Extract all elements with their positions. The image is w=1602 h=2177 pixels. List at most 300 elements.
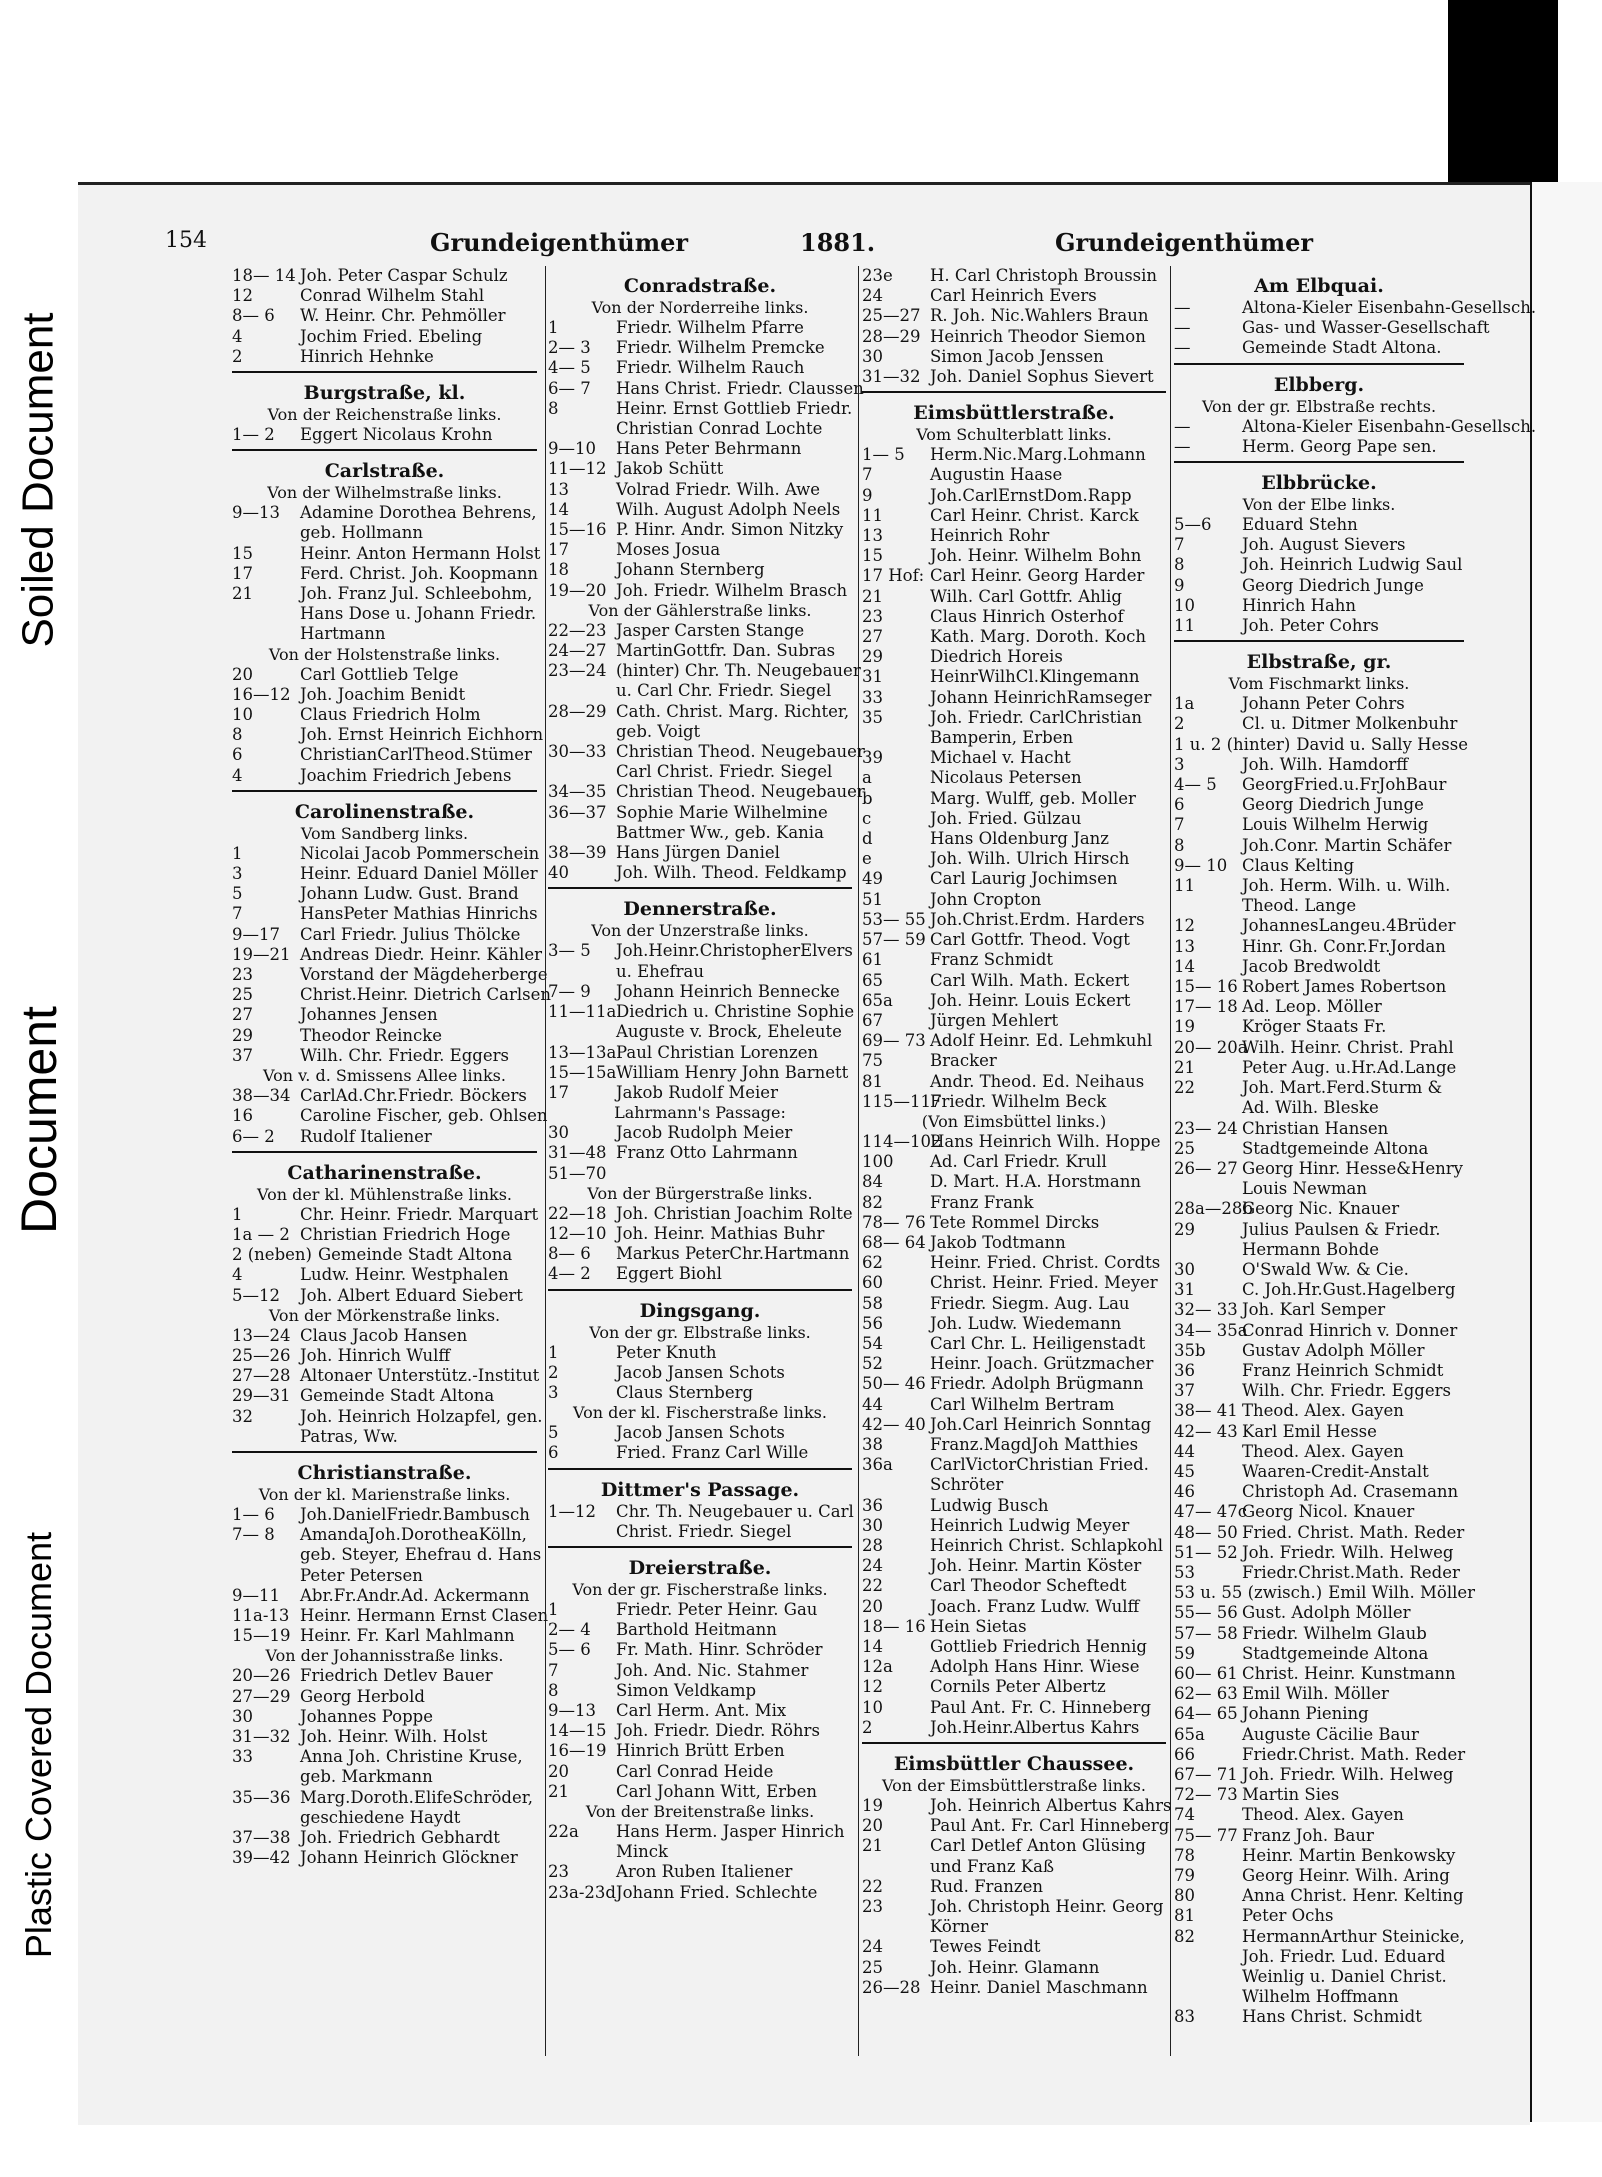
owner-name: ChristianCarlTheod.Stümer	[300, 745, 532, 765]
owner-name: Johann Peter Cohrs	[1242, 694, 1405, 714]
owner-name: Carl Heinrich Evers	[930, 286, 1097, 306]
house-number: 58	[862, 1293, 883, 1313]
owner-entry	[1174, 1543, 1464, 1563]
owner-entry	[1174, 1139, 1464, 1159]
house-number: 69— 73	[862, 1031, 926, 1051]
house-number: 21	[1174, 1057, 1195, 1077]
owner-entry	[1174, 1967, 1464, 1987]
house-number	[1174, 1240, 1242, 1260]
owner-entry	[862, 1415, 1166, 1435]
house-number: 23—24	[548, 661, 607, 681]
house-number: 34—35	[548, 782, 607, 802]
owner-entry	[232, 1225, 537, 1245]
owner-entry	[548, 1244, 852, 1264]
house-number: 4	[232, 765, 243, 785]
house-number: 8— 6	[548, 1244, 591, 1264]
street-heading: Carlstraße.	[324, 460, 445, 483]
house-number: 7— 8	[232, 1525, 275, 1545]
owner-name: Friedr. Wilhelm Pfarre	[616, 318, 804, 337]
house-number: 37—38	[232, 1827, 291, 1847]
owner-name: Altona-Kieler Eisenbahn-Gesellsch.	[1242, 298, 1537, 317]
owner-name: Louis Wilhelm Herwig	[1242, 815, 1429, 835]
house-number: 23	[232, 965, 253, 985]
house-number: 9—11	[232, 1585, 280, 1605]
owner-name: Heinrich Theodor Siemon	[930, 326, 1146, 346]
house-number: 31—48	[548, 1143, 607, 1163]
owner-name: Franz Otto Lahrmann	[616, 1143, 798, 1163]
owner-name: Hans Oldenburg Janz	[930, 829, 1109, 849]
house-number: 44	[1174, 1441, 1195, 1461]
house-number	[232, 1427, 300, 1447]
owner-entry	[548, 358, 852, 378]
owner-name: Herm.Nic.Marg.Lohmann	[930, 445, 1146, 465]
owner-entry	[1174, 1684, 1464, 1704]
house-number: 24	[862, 1556, 883, 1576]
street-heading: Conradstraße.	[623, 275, 777, 297]
owner-entry	[1174, 1886, 1464, 1906]
owner-name: Carl Detlef Anton Glüsing	[930, 1836, 1146, 1856]
house-number: 28	[862, 1535, 883, 1555]
house-number	[548, 722, 616, 742]
owner-name: Carl Conrad Heide	[616, 1761, 774, 1781]
owner-name: Karl Emil Hesse	[1242, 1421, 1377, 1441]
owner-name: Michael v. Hacht	[930, 748, 1071, 768]
house-number: 30	[862, 1515, 883, 1535]
house-number: 27	[862, 627, 883, 647]
owner-entry	[548, 1043, 852, 1063]
house-number: 19	[862, 1796, 883, 1816]
owner-entry	[548, 1681, 852, 1701]
owner-name: Peter Aug. u.Hr.Ad.Lange	[1242, 1057, 1457, 1077]
house-number: 7— 9	[548, 981, 591, 1001]
owner-name: Joh. Heinr. Louis Eckert	[930, 990, 1131, 1010]
owner-name: Eduard Stehn	[1242, 515, 1358, 535]
owner-entry	[1174, 1179, 1464, 1199]
owner-name: Joh. Christoph Heinr. Georg	[930, 1897, 1164, 1917]
column-4	[1174, 266, 1537, 2028]
direction-note: Vom Sandberg links.	[300, 823, 469, 843]
owner-name: Christian Theod. Neugebauer	[616, 742, 865, 762]
owner-entry	[548, 843, 852, 863]
owner-name: Patras, Ww.	[300, 1426, 398, 1446]
owner-entry	[1174, 795, 1464, 815]
house-number: 16—12	[232, 684, 291, 704]
owner-name: Simon Veldkamp	[616, 1680, 757, 1700]
header-left-title: Grundeigenthümer	[430, 228, 688, 257]
owner-entry	[862, 1294, 1166, 1314]
house-number: 20	[862, 1596, 883, 1616]
owner-entry	[232, 1666, 537, 1686]
owner-entry	[1174, 957, 1464, 977]
section-rule	[548, 1289, 852, 1291]
owner-entry	[1174, 1765, 1464, 1785]
house-number: 14	[548, 499, 569, 519]
house-number: 4	[232, 326, 243, 346]
owner-name: Hans Herm. Jasper Hinrich	[616, 1821, 845, 1841]
house-number	[232, 624, 300, 644]
owner-name: AmandaJoh.DorotheaKölln,	[300, 1525, 527, 1545]
column-divider	[1170, 266, 1171, 2056]
owner-name: Georg Nicol. Knauer	[1242, 1502, 1415, 1522]
street-heading: Dingsgang.	[639, 1299, 761, 1322]
house-number	[548, 1022, 616, 1042]
owner-name: Cl. u. Ditmer Molkenbuhr	[1242, 714, 1458, 734]
owner-entry	[548, 439, 852, 459]
house-number: 74	[1174, 1805, 1195, 1825]
owner-entry	[548, 1620, 852, 1640]
owner-entry	[548, 1701, 852, 1721]
owner-name: Adamine Dorothea Behrens,	[300, 503, 537, 523]
house-number: 21	[862, 1836, 883, 1856]
direction-note: Von der gr. Fischerstraße links.	[572, 1579, 828, 1599]
scan-edge-band	[1448, 0, 1558, 190]
owner-name: Joh.Christ.Erdm. Harders	[930, 909, 1145, 929]
owner-entry	[232, 1046, 537, 1066]
street-heading: Eimsbüttler Chaussee.	[893, 1753, 1135, 1776]
house-number: 47— 47c	[1174, 1502, 1247, 1522]
owner-entry	[1174, 1482, 1464, 1502]
owner-name: Theod. Lange	[1242, 896, 1357, 916]
owner-entry	[548, 962, 852, 982]
owner-name: Jakob Todtmann	[930, 1232, 1066, 1252]
column-1	[232, 266, 552, 1868]
owner-name: Auguste v. Brock, Eheleute	[616, 1022, 842, 1042]
owner-entry	[1174, 1017, 1464, 1037]
house-number	[548, 962, 616, 982]
owner-entry	[1174, 1906, 1464, 1926]
house-number: 20	[862, 1816, 883, 1836]
house-number: —	[1174, 318, 1191, 338]
owner-name: Joh. Wilh. Theod. Feldkamp	[616, 863, 847, 883]
owner-name: Hinrich Hahn	[1242, 595, 1357, 615]
owner-name: Joh. Heinr. Wilh. Holst	[300, 1726, 488, 1746]
owner-name: Kröger Staats Fr.	[1242, 1017, 1387, 1037]
owner-name: Anna Joh. Christine Kruse,	[300, 1747, 523, 1767]
owner-name: Cath. Christ. Marg. Richter,	[616, 701, 850, 721]
house-number: 8— 6	[232, 306, 275, 326]
house-number: 2	[548, 1362, 559, 1382]
house-number: 82	[862, 1192, 883, 1212]
owner-name: Christ. Heinr. Fried. Meyer	[930, 1273, 1158, 1293]
house-number: 2 (neben)	[232, 1245, 312, 1265]
owner-name: Joh. Friedr. Wilhelm Brasch	[616, 580, 848, 600]
owner-name: Sophie Marie Wilhelmine	[616, 802, 828, 822]
owner-entry	[862, 607, 1166, 627]
house-number	[1174, 1947, 1242, 1967]
owner-entry	[548, 378, 864, 399]
house-number: 8	[1174, 555, 1185, 575]
owner-entry	[232, 1767, 537, 1787]
owner-name: Joh. Christian Joachim Rolte	[616, 1203, 853, 1223]
house-number: 27	[232, 1005, 253, 1025]
house-number: 19—21	[232, 944, 291, 964]
owner-entry	[548, 681, 852, 701]
owner-entry	[548, 863, 852, 883]
owner-entry	[1174, 1583, 1476, 1603]
owner-entry	[862, 627, 1166, 647]
owner-name	[616, 1164, 852, 1184]
owner-name: Peter Knuth	[616, 1342, 717, 1362]
owner-entry	[548, 1343, 852, 1363]
house-number: —	[1174, 298, 1191, 317]
house-number: 8	[548, 1680, 559, 1700]
house-number: 81	[862, 1071, 883, 1091]
owner-name: C. Joh.Hr.Gust.Hagelberg	[1242, 1280, 1456, 1300]
owner-entry	[232, 1245, 537, 1265]
house-number: 114—102	[862, 1131, 942, 1151]
owner-entry	[1174, 876, 1464, 896]
owner-name: Schröter	[930, 1475, 1004, 1495]
owner-name: Christ.Heinr. Dietrich Carlsen	[300, 985, 552, 1005]
owner-entry	[1174, 2007, 1464, 2027]
owner-name: Hans Peter Behrmann	[616, 439, 802, 459]
owner-name: Heinr. Ernst Gottlieb Friedr.	[616, 398, 853, 418]
owner-entry	[1174, 515, 1464, 535]
house-number: 1	[548, 1342, 559, 1362]
owner-name: Christian Theod. Neugebauer	[616, 782, 865, 802]
owner-entry	[232, 327, 537, 347]
owner-entry	[1174, 1563, 1464, 1583]
owner-entry	[1174, 437, 1464, 457]
house-number: 29	[232, 1025, 253, 1045]
house-number: 5	[232, 884, 243, 904]
owner-name: Heinrich Rohr	[930, 526, 1050, 546]
house-number: 34— 35a	[1174, 1320, 1248, 1340]
owner-name: Joh. Friedr. CarlChristian	[930, 707, 1143, 727]
house-number: 57— 58	[1174, 1623, 1238, 1643]
owner-entry	[1174, 1220, 1464, 1240]
direction-note: Von der gr. Elbstraße links.	[589, 1322, 811, 1342]
owner-name: Kath. Marg. Doroth. Koch	[930, 627, 1146, 647]
owner-entry	[1174, 298, 1537, 318]
owner-entry	[1174, 1401, 1464, 1421]
house-number: 62— 63	[1174, 1684, 1238, 1704]
house-number: 36a	[862, 1455, 893, 1475]
owner-name: Joh. Daniel Sophus Sievert	[930, 367, 1154, 387]
house-number: 18— 16	[862, 1616, 926, 1636]
owner-name: Hinr. Gh. Conr.Fr.Jordan	[1242, 936, 1446, 956]
house-number: 15—16	[548, 520, 607, 540]
owner-name: Joh. Heinr. Wilhelm Bohn	[930, 546, 1142, 566]
owner-entry	[862, 526, 1166, 546]
owner-entry	[862, 1354, 1166, 1374]
house-number: 10	[1174, 595, 1195, 615]
owner-name: Simon Jacob Jenssen	[930, 346, 1104, 366]
direction-note: Lahrmann's Passage:	[614, 1103, 786, 1123]
owner-name: Joh.Heinr.Albertus Kahrs	[930, 1717, 1140, 1737]
house-number: 53 u. 55 (zwisch.)	[1174, 1583, 1323, 1603]
owner-name: Joh.CarlErnstDom.Rapp	[930, 485, 1132, 505]
document-label: Document	[11, 1006, 68, 1234]
direction-note: Von der Norderreihe links.	[591, 298, 809, 317]
owner-entry	[862, 1978, 1166, 1998]
street-heading: Am Elbquai.	[1254, 275, 1384, 297]
owner-entry	[862, 1092, 1166, 1112]
house-number: 8	[1174, 835, 1185, 855]
owner-name: Weinlig u. Daniel Christ.	[1242, 1967, 1447, 1987]
owner-entry	[232, 1848, 537, 1868]
owner-name: geschiedene Haydt	[300, 1807, 461, 1827]
owner-name: Gottlieb Friedrich Hennig	[930, 1637, 1147, 1656]
house-number: 46	[1174, 1482, 1195, 1502]
house-number: 28a—28b	[1174, 1199, 1253, 1219]
house-number: 21	[232, 584, 253, 604]
house-number: 17	[548, 540, 569, 560]
owner-name: Johann Fried. Schlechte	[616, 1882, 818, 1902]
house-number: 84	[862, 1172, 883, 1192]
house-number: 35b	[1174, 1340, 1206, 1360]
owner-name: Heinr. Hermann Ernst Clasen	[300, 1605, 549, 1625]
house-number: 20	[548, 1761, 569, 1781]
house-number: 12	[1174, 916, 1195, 936]
house-number: 5— 6	[548, 1640, 591, 1660]
owner-entry	[862, 809, 1166, 829]
direction-note: Vom Schulterblatt links.	[916, 425, 1112, 445]
house-number: 31	[1174, 1280, 1195, 1300]
house-number	[232, 604, 300, 624]
house-number: 7	[548, 1660, 559, 1680]
owner-entry	[862, 910, 1166, 930]
house-number	[548, 823, 616, 843]
owner-name: Waaren-Credit-Anstalt	[1242, 1461, 1429, 1481]
section-rule	[862, 1742, 1166, 1744]
house-number: 7	[1174, 815, 1185, 835]
house-number: 1a — 2	[232, 1224, 290, 1244]
owner-name: Friedr. Wilhelm Rauch	[616, 358, 805, 378]
owner-name: Georg Diedrich Junge	[1242, 575, 1424, 595]
owner-entry	[232, 543, 541, 564]
owner-entry	[232, 1386, 537, 1406]
house-number	[862, 728, 930, 748]
owner-name: Georg Nic. Knauer	[1242, 1199, 1400, 1219]
owner-entry	[1174, 1603, 1464, 1623]
house-number: 19	[1174, 1017, 1195, 1037]
owner-entry	[862, 1917, 1166, 1937]
owner-name: Theod. Alex. Gayen	[1242, 1401, 1404, 1421]
owner-name: Jacob Rudolph Meier	[616, 1123, 793, 1143]
owner-entry	[1174, 714, 1464, 734]
house-number: 12a	[862, 1657, 893, 1677]
owner-name: HeinrWilhCl.Klingemann	[930, 667, 1140, 687]
owner-entry	[548, 1443, 852, 1463]
owner-entry	[232, 685, 537, 705]
house-number: 15—15a	[548, 1062, 617, 1082]
owner-name: H. Carl Christoph Broussin	[930, 266, 1158, 285]
house-number: 32	[232, 1406, 253, 1426]
owner-entry	[1174, 694, 1464, 714]
house-number: 36	[862, 1495, 883, 1515]
direction-note: Von der kl. Marienstraße links.	[258, 1484, 511, 1504]
owner-name: Joh. Wilh. Hamdorff	[1242, 754, 1408, 774]
owner-name: Franz.MagdJoh Matthies	[930, 1434, 1139, 1454]
column-3	[862, 266, 1172, 1998]
house-number: 4— 5	[548, 358, 591, 378]
house-number: 40	[548, 863, 569, 883]
owner-entry	[232, 1566, 537, 1586]
owner-entry	[232, 1265, 537, 1285]
owner-name: David u. Sally Hesse	[1296, 734, 1468, 754]
owner-entry	[232, 1026, 537, 1046]
owner-entry	[1174, 1422, 1464, 1442]
house-number	[1174, 896, 1242, 916]
house-number: 11—11a	[548, 1002, 617, 1022]
house-number: 9—10	[548, 439, 596, 459]
owner-name: Nicolaus Petersen	[930, 768, 1082, 788]
owner-entry	[548, 803, 852, 823]
owner-entry	[1174, 1846, 1464, 1866]
house-number: 81	[1174, 1906, 1195, 1926]
owner-name: Hinrich Brütt Erben	[616, 1741, 785, 1761]
owner-entry	[232, 904, 537, 924]
header-right-title: Grundeigenthümer	[1055, 228, 1313, 257]
owner-entry	[1174, 1381, 1464, 1401]
owner-entry	[862, 266, 1166, 286]
owner-name: Joh. Hinrich Wulff	[300, 1345, 451, 1365]
house-number: 39—42	[232, 1848, 291, 1868]
owner-name: Friedr. Wilhelm Beck	[930, 1091, 1107, 1111]
house-number: 22—23	[548, 620, 607, 640]
owner-entry	[862, 1193, 1166, 1213]
owner-entry	[862, 829, 1166, 849]
owner-entry	[232, 1286, 537, 1306]
direction-note: Von der kl. Fischerstraße links.	[573, 1403, 827, 1423]
house-number: 10	[232, 705, 253, 725]
house-number: 11	[1174, 616, 1195, 636]
owner-name: (hinter) Chr. Th. Neugebauer	[616, 661, 861, 681]
owner-entry	[1174, 616, 1464, 636]
owner-entry	[1174, 1038, 1464, 1058]
owner-entry	[1174, 1947, 1464, 1967]
owner-name: Carl Johann Witt, Erben	[616, 1781, 817, 1801]
owner-name: Joh. Friedr. Wilh. Helweg	[1242, 1542, 1454, 1562]
owner-entry	[862, 1031, 1166, 1051]
house-number: 4— 2	[548, 1264, 591, 1284]
owner-entry	[232, 1747, 537, 1767]
owner-name: geb. Steyer, Ehefrau d. Hans	[300, 1545, 542, 1565]
owner-entry	[862, 1836, 1166, 1856]
owner-entry	[862, 1536, 1166, 1556]
owner-entry	[862, 486, 1166, 506]
house-number: 53— 55	[862, 909, 926, 929]
owner-name: Rudolf Italiener	[300, 1126, 432, 1146]
owner-name: Georg Diedrich Junge	[1242, 795, 1424, 815]
house-number: 5	[548, 1423, 559, 1443]
owner-name: Hans Christ. Friedr. Claussen	[616, 378, 864, 398]
owner-name: Carl Christ. Friedr. Siegel	[616, 762, 833, 782]
owner-entry	[1174, 1321, 1464, 1341]
house-number: 36	[1174, 1360, 1195, 1380]
owner-name: Julius Paulsen & Friedr.	[1242, 1219, 1441, 1239]
owner-entry	[232, 1366, 540, 1386]
house-number: 44	[862, 1394, 883, 1414]
direction-note: Von der Holstenstraße links.	[268, 644, 501, 664]
owner-name: CarlVictorChristian Fried.	[930, 1455, 1149, 1475]
owner-name: Joh. Mart.Ferd.Sturm &	[1242, 1078, 1443, 1098]
house-number: 38—34	[232, 1086, 291, 1106]
owner-name: Martin Sies	[1242, 1785, 1340, 1805]
owner-entry	[232, 1727, 537, 1747]
owner-name: Barthold Heitmann	[616, 1620, 777, 1640]
house-number: 6	[548, 1443, 559, 1463]
house-number: 65	[862, 970, 883, 990]
owner-name: Theod. Alex. Gayen	[1242, 1441, 1404, 1461]
owner-entry	[548, 1661, 852, 1681]
owner-name: Friedr. Adolph Brügmann	[930, 1374, 1144, 1394]
house-number: 15—19	[232, 1626, 291, 1646]
owner-entry	[862, 566, 1166, 586]
house-number: 24	[862, 286, 883, 306]
owner-name: Joh. August Sievers	[1242, 535, 1406, 555]
